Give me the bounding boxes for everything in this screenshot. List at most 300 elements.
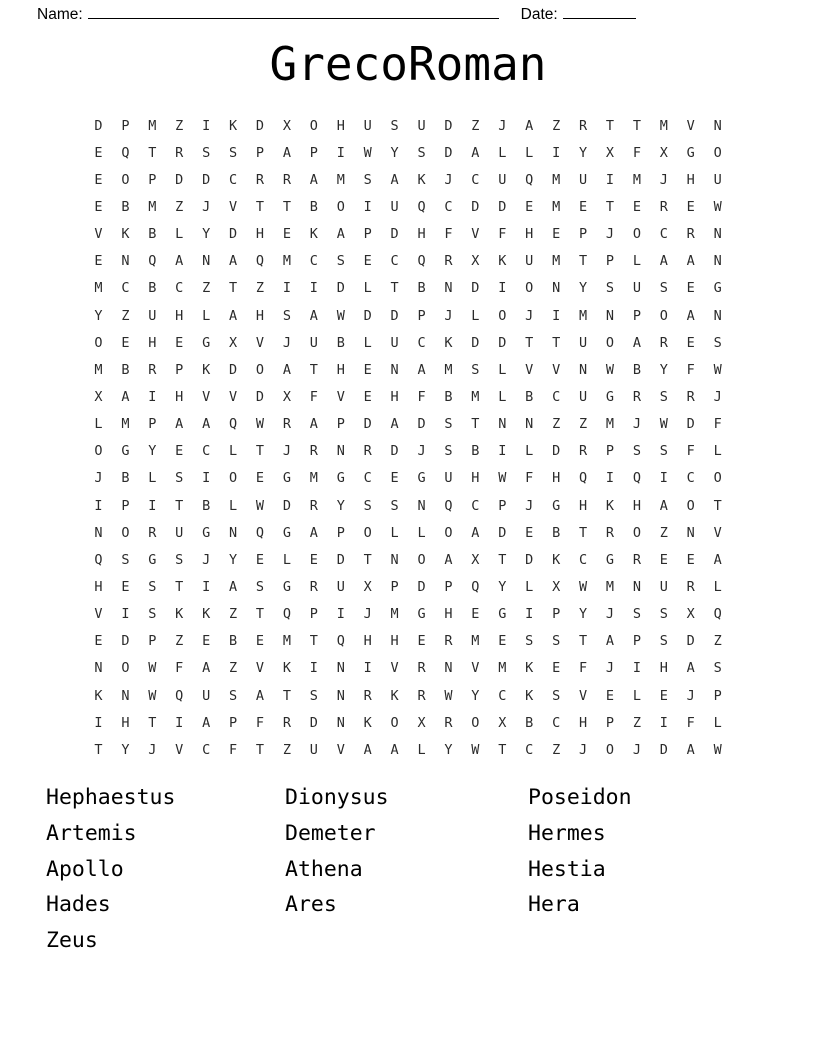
grid-letter[interactable]: L [498, 144, 507, 161]
grid-letter[interactable]: R [659, 198, 668, 215]
word-list-item[interactable]: Hera [528, 892, 580, 918]
grid-letter[interactable]: W [605, 361, 615, 378]
grid-letter[interactable]: M [148, 198, 157, 215]
grid-letter[interactable]: J [282, 443, 291, 460]
grid-letter[interactable]: B [202, 497, 211, 514]
grid-letter[interactable]: V [336, 741, 345, 758]
grid-letter[interactable]: H [336, 361, 345, 378]
grid-letter[interactable]: U [148, 307, 157, 324]
grid-letter[interactable]: N [390, 361, 399, 378]
grid-letter[interactable]: S [659, 443, 668, 460]
grid-letter[interactable]: S [659, 606, 668, 623]
grid-letter[interactable]: A [686, 660, 695, 677]
grid-letter[interactable]: R [417, 687, 426, 704]
grid-letter[interactable]: K [175, 606, 184, 623]
grid-letter[interactable]: H [121, 714, 130, 731]
grid-letter[interactable]: S [605, 280, 615, 297]
grid-letter[interactable]: W [659, 416, 668, 433]
grid-letter[interactable]: U [363, 117, 372, 134]
grid-letter[interactable]: C [417, 334, 426, 351]
grid-letter[interactable]: D [94, 117, 103, 134]
grid-letter[interactable]: O [525, 280, 534, 297]
grid-letter[interactable]: R [282, 171, 291, 188]
word-list-item[interactable]: Athena [285, 856, 363, 882]
grid-letter[interactable]: E [390, 470, 399, 487]
grid-letter[interactable]: J [498, 117, 507, 134]
grid-letter[interactable]: X [229, 334, 238, 351]
grid-letter[interactable]: K [605, 497, 615, 514]
grid-letter[interactable]: W [363, 144, 372, 161]
grid-letter[interactable]: N [713, 253, 722, 270]
grid-letter[interactable]: E [121, 334, 130, 351]
grid-letter[interactable]: J [659, 171, 668, 188]
grid-letter[interactable]: X [471, 253, 480, 270]
grid-letter[interactable]: Q [121, 144, 130, 161]
grid-letter[interactable]: S [363, 171, 372, 188]
grid-letter[interactable]: I [94, 497, 103, 514]
grid-letter[interactable]: C [578, 551, 588, 568]
grid-letter[interactable]: W [713, 198, 722, 215]
grid-letter[interactable]: Q [94, 551, 103, 568]
grid-letter[interactable]: Z [175, 117, 184, 134]
grid-letter[interactable]: S [121, 551, 130, 568]
grid-letter[interactable]: Y [578, 280, 588, 297]
grid-letter[interactable]: H [255, 226, 265, 243]
grid-letter[interactable]: N [686, 524, 695, 541]
grid-letter[interactable]: K [363, 714, 372, 731]
grid-letter[interactable]: U [175, 524, 184, 541]
grid-letter[interactable]: L [525, 578, 534, 595]
grid-letter[interactable]: I [282, 280, 291, 297]
grid-letter[interactable]: G [282, 578, 291, 595]
grid-letter[interactable]: E [282, 226, 291, 243]
grid-letter[interactable]: A [175, 416, 184, 433]
grid-letter[interactable]: M [471, 633, 480, 650]
grid-letter[interactable]: T [390, 280, 399, 297]
word-list-item[interactable]: Hermes [528, 820, 606, 846]
grid-letter[interactable]: I [309, 660, 318, 677]
grid-letter[interactable]: H [363, 633, 372, 650]
grid-letter[interactable]: X [552, 578, 561, 595]
grid-letter[interactable]: S [202, 144, 211, 161]
grid-letter[interactable]: G [121, 443, 130, 460]
grid-letter[interactable]: S [552, 687, 561, 704]
grid-letter[interactable]: B [148, 280, 157, 297]
grid-letter[interactable]: Z [175, 198, 184, 215]
grid-letter[interactable]: Z [713, 633, 722, 650]
grid-letter[interactable]: N [229, 524, 238, 541]
grid-letter[interactable]: F [444, 226, 453, 243]
grid-letter[interactable]: T [255, 741, 265, 758]
grid-letter[interactable]: N [525, 416, 534, 433]
grid-letter[interactable]: A [390, 171, 399, 188]
grid-letter[interactable]: S [148, 606, 157, 623]
grid-letter[interactable]: R [282, 714, 291, 731]
grid-letter[interactable]: K [94, 687, 103, 704]
grid-letter[interactable]: S [229, 144, 238, 161]
grid-letter[interactable]: Z [471, 117, 480, 134]
grid-letter[interactable]: O [605, 741, 615, 758]
grid-letter[interactable]: O [686, 497, 695, 514]
grid-letter[interactable]: M [390, 606, 399, 623]
grid-letter[interactable]: H [175, 388, 184, 405]
grid-letter[interactable]: H [471, 470, 480, 487]
grid-letter[interactable]: U [336, 578, 345, 595]
grid-letter[interactable]: P [336, 524, 345, 541]
grid-letter[interactable]: R [686, 226, 695, 243]
grid-letter[interactable]: R [686, 388, 695, 405]
grid-letter[interactable]: I [525, 606, 534, 623]
grid-letter[interactable]: S [363, 497, 372, 514]
grid-letter[interactable]: U [525, 253, 534, 270]
grid-letter[interactable]: H [578, 497, 588, 514]
grid-letter[interactable]: E [659, 687, 668, 704]
grid-letter[interactable]: Y [498, 578, 507, 595]
grid-letter[interactable]: O [659, 307, 668, 324]
grid-letter[interactable]: A [309, 307, 318, 324]
grid-letter[interactable]: B [121, 198, 130, 215]
grid-letter[interactable]: E [659, 551, 668, 568]
grid-letter[interactable]: J [713, 388, 722, 405]
grid-letter[interactable]: S [632, 443, 641, 460]
grid-letter[interactable]: D [444, 144, 453, 161]
grid-letter[interactable]: A [605, 633, 615, 650]
grid-letter[interactable]: H [444, 606, 453, 623]
grid-letter[interactable]: I [202, 470, 211, 487]
grid-letter[interactable]: T [255, 198, 265, 215]
grid-letter[interactable]: C [659, 226, 668, 243]
grid-letter[interactable]: H [148, 334, 157, 351]
grid-letter[interactable]: R [148, 524, 157, 541]
grid-letter[interactable]: E [552, 226, 561, 243]
grid-letter[interactable]: K [202, 361, 211, 378]
grid-letter[interactable]: V [578, 687, 588, 704]
grid-letter[interactable]: U [202, 687, 211, 704]
word-list-item[interactable]: Hestia [528, 856, 606, 882]
grid-letter[interactable]: T [578, 633, 588, 650]
grid-letter[interactable]: J [363, 606, 372, 623]
grid-letter[interactable]: P [175, 361, 184, 378]
grid-letter[interactable]: B [148, 226, 157, 243]
grid-letter[interactable]: S [659, 633, 668, 650]
grid-letter[interactable]: L [498, 388, 507, 405]
grid-letter[interactable]: F [686, 714, 695, 731]
grid-letter[interactable]: P [148, 171, 157, 188]
word-list-item[interactable]: Apollo [46, 856, 124, 882]
grid-letter[interactable]: E [255, 470, 265, 487]
grid-letter[interactable]: U [578, 171, 588, 188]
grid-letter[interactable]: S [444, 443, 453, 460]
grid-letter[interactable]: R [686, 578, 695, 595]
grid-letter[interactable]: A [121, 388, 130, 405]
grid-letter[interactable]: J [605, 660, 615, 677]
grid-letter[interactable]: J [525, 497, 534, 514]
grid-letter[interactable]: A [309, 171, 318, 188]
grid-letter[interactable]: N [713, 226, 722, 243]
grid-letter[interactable]: H [255, 307, 265, 324]
grid-letter[interactable]: G [686, 144, 695, 161]
grid-letter[interactable]: T [148, 144, 157, 161]
grid-letter[interactable]: B [525, 714, 534, 731]
grid-letter[interactable]: O [471, 714, 480, 731]
grid-letter[interactable]: N [336, 687, 345, 704]
grid-letter[interactable]: Q [148, 253, 157, 270]
grid-letter[interactable]: V [175, 741, 184, 758]
grid-letter[interactable]: Q [336, 633, 345, 650]
grid-letter[interactable]: D [229, 226, 238, 243]
grid-letter[interactable]: S [444, 416, 453, 433]
grid-letter[interactable]: D [255, 117, 265, 134]
grid-letter[interactable]: C [390, 253, 399, 270]
grid-letter[interactable]: T [605, 117, 615, 134]
grid-letter[interactable]: F [578, 660, 588, 677]
grid-letter[interactable]: L [713, 443, 722, 460]
grid-letter[interactable]: M [632, 171, 641, 188]
grid-letter[interactable]: O [121, 171, 130, 188]
grid-letter[interactable]: D [444, 117, 453, 134]
grid-letter[interactable]: J [417, 443, 426, 460]
grid-letter[interactable]: V [94, 226, 103, 243]
grid-letter[interactable]: X [282, 388, 291, 405]
grid-letter[interactable]: I [363, 198, 372, 215]
grid-letter[interactable]: B [525, 388, 534, 405]
grid-letter[interactable]: G [552, 497, 561, 514]
grid-letter[interactable]: M [552, 253, 561, 270]
grid-letter[interactable]: S [229, 687, 238, 704]
grid-letter[interactable]: S [659, 280, 668, 297]
grid-letter[interactable]: L [175, 226, 184, 243]
grid-letter[interactable]: M [94, 280, 103, 297]
grid-letter[interactable]: U [498, 171, 507, 188]
grid-letter[interactable]: D [417, 416, 426, 433]
grid-letter[interactable]: N [121, 253, 130, 270]
grid-letter[interactable]: A [686, 253, 695, 270]
grid-letter[interactable]: E [309, 551, 318, 568]
grid-letter[interactable]: N [498, 416, 507, 433]
grid-letter[interactable]: P [552, 606, 561, 623]
grid-letter[interactable]: T [471, 416, 480, 433]
grid-letter[interactable]: N [552, 280, 561, 297]
grid-letter[interactable]: A [282, 361, 291, 378]
grid-letter[interactable]: V [336, 388, 345, 405]
grid-letter[interactable]: P [229, 714, 238, 731]
grid-letter[interactable]: C [309, 253, 318, 270]
grid-letter[interactable]: R [309, 443, 318, 460]
grid-letter[interactable]: S [417, 144, 426, 161]
grid-letter[interactable]: Z [552, 741, 561, 758]
grid-letter[interactable]: K [202, 606, 211, 623]
grid-letter[interactable]: E [525, 524, 534, 541]
grid-letter[interactable]: M [605, 578, 615, 595]
grid-letter[interactable]: P [444, 578, 453, 595]
grid-letter[interactable]: P [255, 144, 265, 161]
grid-letter[interactable]: O [94, 334, 103, 351]
grid-letter[interactable]: A [659, 497, 668, 514]
grid-letter[interactable]: T [175, 497, 184, 514]
grid-letter[interactable]: P [336, 416, 345, 433]
grid-letter[interactable]: A [202, 714, 211, 731]
grid-letter[interactable]: Z [578, 416, 588, 433]
grid-letter[interactable]: E [94, 198, 103, 215]
grid-letter[interactable]: N [336, 714, 345, 731]
grid-letter[interactable]: D [686, 416, 695, 433]
grid-letter[interactable]: T [363, 551, 372, 568]
word-list-item[interactable]: Zeus [46, 928, 98, 954]
grid-letter[interactable]: A [309, 524, 318, 541]
grid-letter[interactable]: A [632, 334, 641, 351]
grid-letter[interactable]: Y [578, 144, 588, 161]
grid-letter[interactable]: V [94, 606, 103, 623]
grid-letter[interactable]: N [202, 253, 211, 270]
grid-letter[interactable]: W [255, 497, 265, 514]
grid-letter[interactable]: E [121, 578, 130, 595]
grid-letter[interactable]: M [309, 470, 318, 487]
grid-letter[interactable]: P [309, 144, 318, 161]
word-list-item[interactable]: Poseidon [528, 785, 632, 810]
grid-letter[interactable]: L [713, 714, 722, 731]
grid-letter[interactable]: I [175, 714, 184, 731]
grid-letter[interactable]: R [578, 443, 588, 460]
grid-letter[interactable]: M [605, 416, 615, 433]
grid-letter[interactable]: R [282, 416, 291, 433]
grid-letter[interactable]: B [121, 361, 130, 378]
word-list-item[interactable]: Dionysus [285, 785, 389, 810]
grid-letter[interactable]: G [605, 551, 615, 568]
grid-letter[interactable]: F [309, 388, 318, 405]
grid-letter[interactable]: S [471, 361, 480, 378]
grid-letter[interactable]: D [121, 633, 130, 650]
grid-letter[interactable]: G [417, 470, 426, 487]
grid-letter[interactable]: O [632, 226, 641, 243]
grid-letter[interactable]: K [498, 253, 507, 270]
grid-letter[interactable]: P [121, 497, 130, 514]
grid-letter[interactable]: L [498, 361, 507, 378]
grid-letter[interactable]: A [363, 741, 372, 758]
grid-letter[interactable]: A [471, 524, 480, 541]
grid-letter[interactable]: J [605, 606, 615, 623]
grid-letter[interactable]: R [578, 117, 588, 134]
word-list-item[interactable]: Hades [46, 892, 111, 918]
grid-letter[interactable]: C [121, 280, 130, 297]
grid-letter[interactable]: R [175, 144, 184, 161]
grid-letter[interactable]: P [498, 497, 507, 514]
grid-letter[interactable]: A [309, 416, 318, 433]
grid-letter[interactable]: H [686, 171, 695, 188]
grid-letter[interactable]: P [713, 687, 722, 704]
word-list-item[interactable]: Hephaestus [46, 785, 176, 810]
grid-letter[interactable]: S [525, 633, 534, 650]
grid-letter[interactable]: L [202, 307, 211, 324]
grid-letter[interactable]: D [202, 171, 211, 188]
grid-letter[interactable]: K [390, 687, 399, 704]
grid-letter[interactable]: Z [659, 524, 668, 541]
grid-letter[interactable]: T [525, 334, 534, 351]
grid-letter[interactable]: D [309, 714, 318, 731]
grid-letter[interactable]: M [552, 171, 561, 188]
grid-letter[interactable]: W [713, 741, 722, 758]
grid-letter[interactable]: H [632, 497, 641, 514]
grid-letter[interactable]: G [498, 606, 507, 623]
grid-letter[interactable]: M [471, 388, 480, 405]
grid-letter[interactable]: L [471, 307, 480, 324]
grid-letter[interactable]: D [336, 280, 345, 297]
grid-letter[interactable]: Y [444, 741, 453, 758]
grid-letter[interactable]: B [632, 361, 641, 378]
grid-letter[interactable]: Z [552, 117, 561, 134]
grid-letter[interactable]: Y [121, 741, 130, 758]
grid-letter[interactable]: T [282, 687, 291, 704]
grid-letter[interactable]: E [175, 443, 184, 460]
grid-letter[interactable]: I [659, 470, 668, 487]
grid-letter[interactable]: I [94, 714, 103, 731]
grid-letter[interactable]: Q [525, 171, 534, 188]
grid-letter[interactable]: O [363, 524, 372, 541]
grid-letter[interactable]: I [148, 497, 157, 514]
grid-letter[interactable]: N [578, 361, 588, 378]
grid-letter[interactable]: O [632, 524, 641, 541]
grid-letter[interactable]: V [686, 117, 695, 134]
grid-letter[interactable]: C [471, 497, 480, 514]
grid-letter[interactable]: I [121, 606, 130, 623]
grid-letter[interactable]: E [686, 280, 695, 297]
grid-letter[interactable]: G [202, 524, 211, 541]
grid-letter[interactable]: R [148, 361, 157, 378]
grid-letter[interactable]: S [175, 551, 184, 568]
grid-letter[interactable]: U [713, 171, 722, 188]
grid-letter[interactable]: D [498, 334, 507, 351]
grid-letter[interactable]: V [390, 660, 399, 677]
grid-letter[interactable]: M [552, 198, 561, 215]
grid-letter[interactable]: A [686, 741, 695, 758]
grid-letter[interactable]: L [363, 334, 372, 351]
grid-letter[interactable]: C [202, 741, 211, 758]
grid-letter[interactable]: S [713, 660, 722, 677]
grid-letter[interactable]: K [417, 171, 426, 188]
grid-letter[interactable]: Q [632, 470, 641, 487]
grid-letter[interactable]: U [632, 280, 641, 297]
grid-letter[interactable]: N [444, 660, 453, 677]
grid-letter[interactable]: T [229, 280, 238, 297]
grid-letter[interactable]: V [229, 388, 238, 405]
grid-letter[interactable]: A [229, 307, 238, 324]
grid-letter[interactable]: B [444, 388, 453, 405]
grid-letter[interactable]: M [148, 117, 157, 134]
grid-letter[interactable]: Q [175, 687, 184, 704]
grid-letter[interactable]: A [444, 551, 453, 568]
grid-letter[interactable]: I [202, 117, 211, 134]
word-list-item[interactable]: Ares [285, 892, 337, 918]
grid-letter[interactable]: Z [552, 416, 561, 433]
grid-letter[interactable]: F [713, 416, 722, 433]
grid-letter[interactable]: X [363, 578, 372, 595]
date-write-in-line[interactable] [563, 18, 636, 19]
grid-letter[interactable]: A [229, 578, 238, 595]
grid-letter[interactable]: Z [121, 307, 130, 324]
grid-letter[interactable]: T [578, 253, 588, 270]
grid-letter[interactable]: E [552, 660, 561, 677]
grid-letter[interactable]: F [255, 714, 265, 731]
grid-letter[interactable]: Z [632, 714, 641, 731]
grid-letter[interactable]: M [336, 171, 345, 188]
grid-letter[interactable]: F [417, 388, 426, 405]
grid-letter[interactable]: C [202, 443, 211, 460]
grid-letter[interactable]: L [632, 687, 641, 704]
grid-letter[interactable]: A [686, 307, 695, 324]
grid-letter[interactable]: E [605, 687, 615, 704]
grid-letter[interactable]: R [309, 497, 318, 514]
grid-letter[interactable]: J [444, 307, 453, 324]
grid-letter[interactable]: K [525, 660, 534, 677]
